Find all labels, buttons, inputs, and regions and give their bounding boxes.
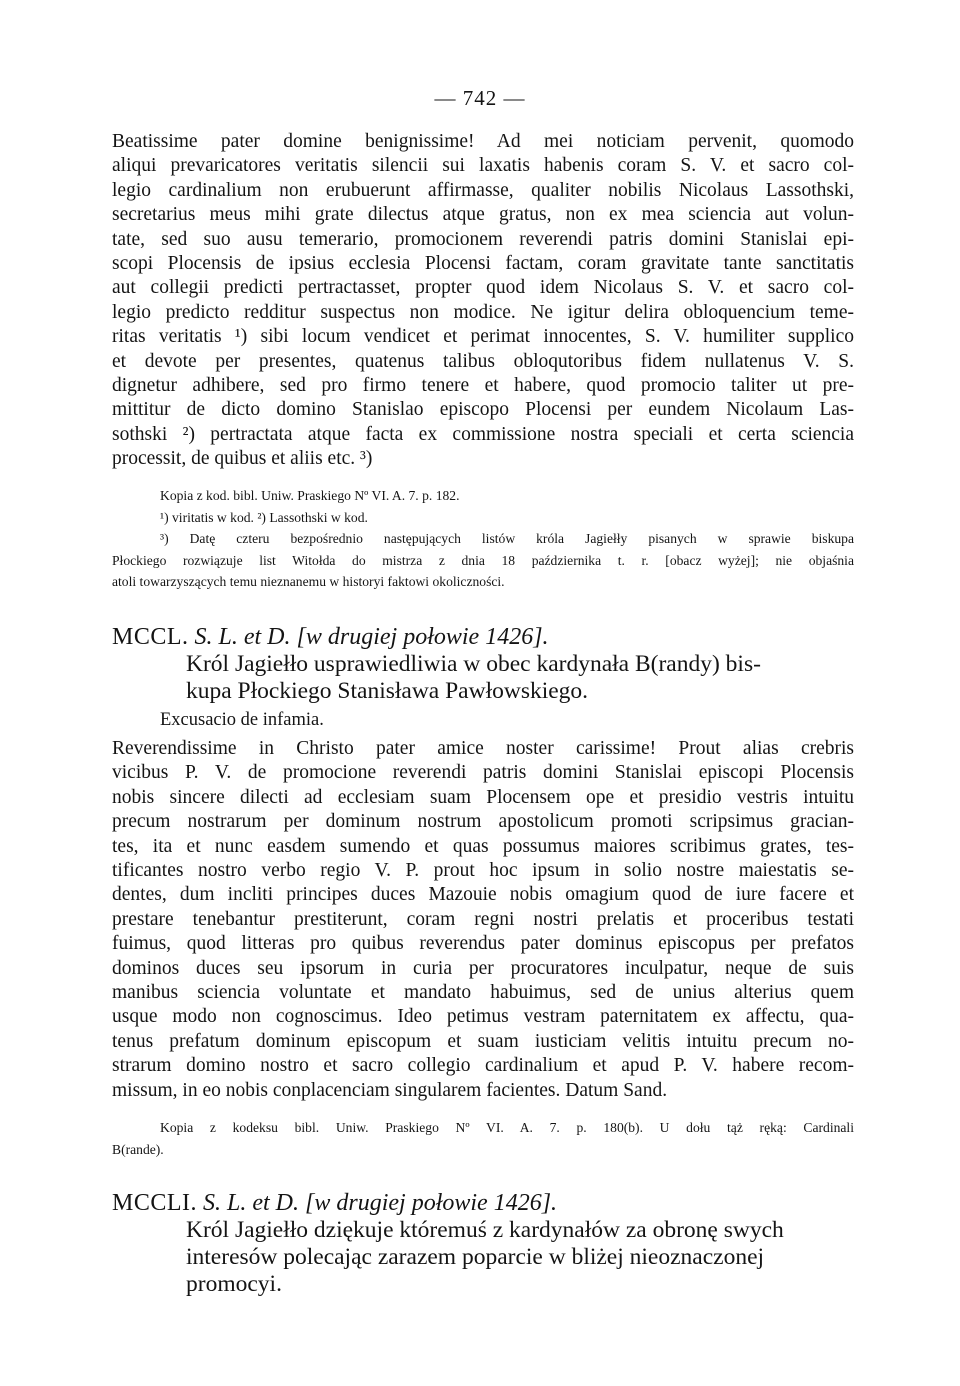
footnote-line: atoli towarzyszących temu nieznanemu w historyi faktowi okoliczności.: [112, 574, 505, 590]
text-line: nobis sincere dilecti ad ecclesiam suam Plocensem ope et presidio vestris intuitu: [112, 786, 854, 808]
footnote-line: Kopia z kodeksu bibl. Uniw. Praskiego Nº VI. A. 7. p. 180(b). U dołu tąż ręką: Cardinali: [160, 1120, 854, 1135]
title-line: Król Jagiełło usprawiedliwia w obec kardynała B(randy) bis-: [186, 651, 761, 677]
letter-body: [112, 130, 854, 472]
text-line: processit, de quibus et aliis etc. ³): [112, 448, 373, 470]
title-line: interesów polecając zarazem poparcie w bliżej nieoznaczonej: [186, 1244, 765, 1270]
entry-notes-mccl: [112, 1117, 854, 1160]
footnote-line: Płockiego rozwiązuje list Witołda do mistrza z dnia 18 października t. r. [obacz wyżej]; nie objaśnia: [112, 552, 854, 568]
entry-number: MCCLI.: [112, 1190, 198, 1216]
text-line: precum nostrarum per dominum nostrum apostolicum promoti scripsimus gracian-: [112, 811, 854, 833]
caption: Excusacio de infamia.: [160, 710, 324, 730]
text-line: dignetur adhibere, sed pro firmo tenere et habere, quod promocio taliter ut pre-: [112, 375, 854, 397]
place-date: S. L. et D. [w drugiej połowie 1426].: [194, 624, 549, 650]
text-line: manibus sciencia voluntate et mandato habuimus, sed de unius alterius quem: [112, 982, 854, 1004]
letter-text: [112, 130, 854, 472]
entry-title: [112, 1217, 872, 1298]
text-line: Beatissime pater domine benignissime! Ad mei noticiam pervenit, quomodo: [112, 131, 854, 152]
entry-number-line: [112, 1190, 872, 1217]
text-line: sothski ²) pertractata atque facta ex commissione nostra speciali et certa sciencia: [112, 423, 854, 445]
title-line: promocyi.: [186, 1271, 282, 1297]
entry-number: MCCL.: [112, 624, 189, 650]
entry-text: [112, 737, 854, 1103]
text-line: tenus prefatum dominum episcopum et suam iusticiam velitis intuitu precum no-: [112, 1030, 854, 1052]
text-line: strarum domino nostro et sacro collegio cardinalium et apud P. V. habere recom-: [112, 1055, 854, 1077]
text-line: dominos duces seu ipsorum in curia per procuratores inculpatur, neque de suis: [112, 957, 854, 979]
entry-footnote: [112, 1117, 854, 1160]
text-line: aut collegii predicti pertractasset, propter quod idem Nicolaus S. V. et sacro col-: [112, 277, 854, 299]
text-line: tificantes nostro verbo regio V. P. prout hoc ipsum in solio nostre maiestatis se-: [112, 860, 854, 882]
text-line: scopi Plocensis de ipsius ecclesia Plocensi factam, coram gravitate tante sanctitatis: [112, 253, 854, 275]
text-line: tate, sed suo ausu temerario, promocionem reverendi patris domini Stanislai epi-: [112, 228, 854, 250]
text-line: et devote per presentes, quatenus talibus obloqutoribus fidem nullatenus V. S.: [112, 350, 854, 372]
footnote-line: ¹) viritatis w kod. ²) Lassothski w kod.: [160, 509, 368, 525]
footnote-line: B(rande).: [112, 1141, 164, 1157]
text-line: Reverendissime in Christo pater amice noster carissime! Prout alias crebris: [112, 738, 854, 759]
footnote-line: ³) Datę czteru bezpośrednio następujących listów króla Jagiełły pisanych w sprawie biskupa: [160, 531, 854, 547]
text-line: dentes, dum incliti principes duces Mazouie nobis omagium quod de iure facere et: [112, 884, 854, 906]
text-line: mittitur de dicto domino Stanislao episcopo Plocensi per eundem Nicolaum Las-: [112, 399, 854, 421]
text-line: tes, ita et nunc easdem sumendo et quas possumus maiores scribimus grates, tes-: [112, 835, 854, 857]
text-line: fuimus, quod litteras pro quibus reverendus pater dominus episcopus per prefatos: [112, 933, 854, 955]
title-line: Król Jagiełło dziękuje któremuś z kardynałów za obronę swych: [186, 1217, 784, 1243]
text-line: aliqui prevaricatores veritatis silencii sui laxatis habenis coram S. V. et sacro col-: [112, 155, 854, 177]
entry-heading-mccli: [112, 1190, 872, 1298]
entry-title: [112, 651, 872, 705]
page-number: — 742 —: [434, 86, 526, 110]
letter-notes: [112, 485, 854, 593]
text-line: prestare tenebantur prestiterunt, coram regni nostri prelatis et proceribus testati: [112, 908, 854, 930]
title-line: kupa Płockiego Stanisława Pawłowskiego.: [186, 678, 589, 704]
place-date: S. L. et D. [w drugiej połowie 1426].: [203, 1190, 558, 1216]
text-line: legio predicto redditur suspectus non modice. Ne igitur delira obloquencium teme-: [112, 301, 854, 323]
entry-heading-mccl: [112, 624, 872, 705]
entry-body-mccl: [112, 708, 854, 1103]
footnotes: [112, 485, 854, 593]
text-line: vicibus P. V. de promocione reverendi patris domini Stanislai episcopi Plocensis: [112, 762, 854, 784]
text-line: missum, in eo nobis conplacenciam singularem facientes. Datum Sand.: [112, 1079, 668, 1101]
text-line: usque modo non cognoscimus. Ideo petimus vestram paternitatem ex affectu, qua-: [112, 1006, 854, 1028]
entry-number-line: [112, 624, 872, 651]
text-line: legio cardinalium non erubuerunt affirmasse, qualiter nobilis Nicolaus Lassothski,: [112, 179, 854, 201]
footnote-line: Kopia z kod. bibl. Uniw. Praskiego Nº VI. A. 7. p. 182.: [160, 488, 460, 503]
text-line: ritas veritatis ¹) sibi locum vendicet et perimat innocentes, S. V. humiliter supplico: [112, 326, 854, 348]
text-line: secretarius meus mihi grate dilectus atque gratus, non ex mea sciencia aut volun-: [112, 204, 854, 226]
